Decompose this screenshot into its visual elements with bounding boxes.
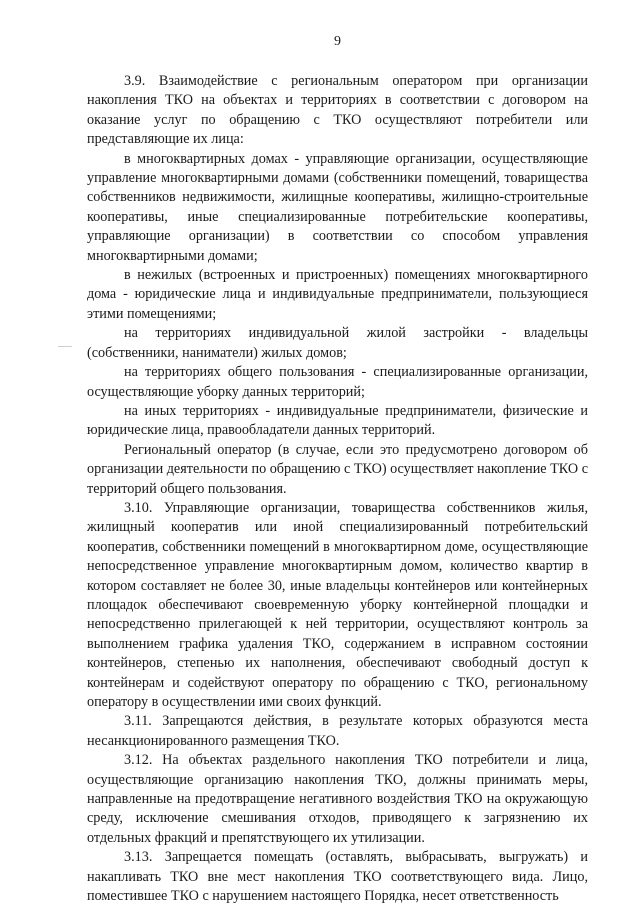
paragraph-3-9: 3.9. Взаимодействие с региональным оператором при организации накопления ТКО на объектах и территориях в соответствии с договором на оказание услуг по обращению с ТКО осуществляют потребители или представляющие их лица: (87, 73, 588, 148)
paragraph-apartment-buildings: в многоквартирных домах - управляющие организации, осуществляющие управление многоквартирными домами (собственники помещений, товарищества собственников недвижимости, жилищные кооперативы, жилищно-строительные кооперативы, иные специализированные потребительские кооперативы, управляющие организации) в соответствии со способом управления многоквартирными домами; (87, 150, 588, 264)
margin-mark (58, 346, 72, 347)
paragraph-3-12: 3.12. На объектах раздельного накопления ТКО потребители и лица, осуществляющие организацию накопления ТКО, должны принимать меры, направленные на предотвращение негативного воздействия ТКО на окружающую среду, исключение смешивания отходов, приводящего к загрязнению их отдельных фракций и препятствующего их утилизации. (87, 752, 588, 846)
paragraph-3-11: 3.11. Запрещаются действия, в результате которых образуются места несанкционированного размещения ТКО. (87, 713, 588, 749)
paragraph-3-13: 3.13. Запрещается помещать (оставлять, выбрасывать, выгружать) и накапливать ТКО вне мест накопления ТКО соответствующего вида. Лицо, поместившее ТКО с нарушением настоящего Порядка, несет ответственность (87, 849, 588, 905)
paragraph-3-10: 3.10. Управляющие организации, товарищества собственников жилья, жилищный кооператив или иной специализированный потребительский кооператив, собственники помещений в многоквартирном доме, осуществляющие непосредственное управление многоквартирным домом, количество квартир в котором составляет не более 30, иные владельцы контейнеров или контейнерных площадок обеспечивают своевременную уборку контейнерной площадки и непосредственно прилегающей к ней территории, осуществляют контроль за выполнением графика удаления ТКО, содержанием в исправном состоянии контейнеров, степенью их наполнения, обеспечивают свободный доступ к контейнерам и содействуют оператору по обращению с ТКО, региональному оператору в осуществлении ими своих функций. (87, 499, 588, 710)
paragraph-other-areas: на иных территориях - индивидуальные предприниматели, физические и юридические лица, правообладатели данных территорий. (87, 402, 588, 439)
paragraph-individual-housing: на территориях индивидуальной жилой застройки - владельцы (собственники, наниматели) жилых домов; (87, 325, 588, 361)
document-body (87, 72, 588, 906)
paragraph-regional-operator: Региональный оператор (в случае, если это предусмотрено договором об организации деятельности по обращению с ТКО) осуществляет накопление ТКО с территорий общего пользования. (87, 441, 589, 497)
paragraph-public-areas: на территориях общего пользования - специализированные организации, осуществляющие уборку данных территорий; (87, 364, 588, 400)
paragraph-non-residential: в нежилых (встроенных и пристроенных) помещениях многоквартирного дома - юридические лица и индивидуальные предприниматели, пользующиеся этими помещениями; (87, 267, 588, 322)
scan-artifact (318, 880, 338, 883)
page-number: 9 (334, 34, 341, 49)
